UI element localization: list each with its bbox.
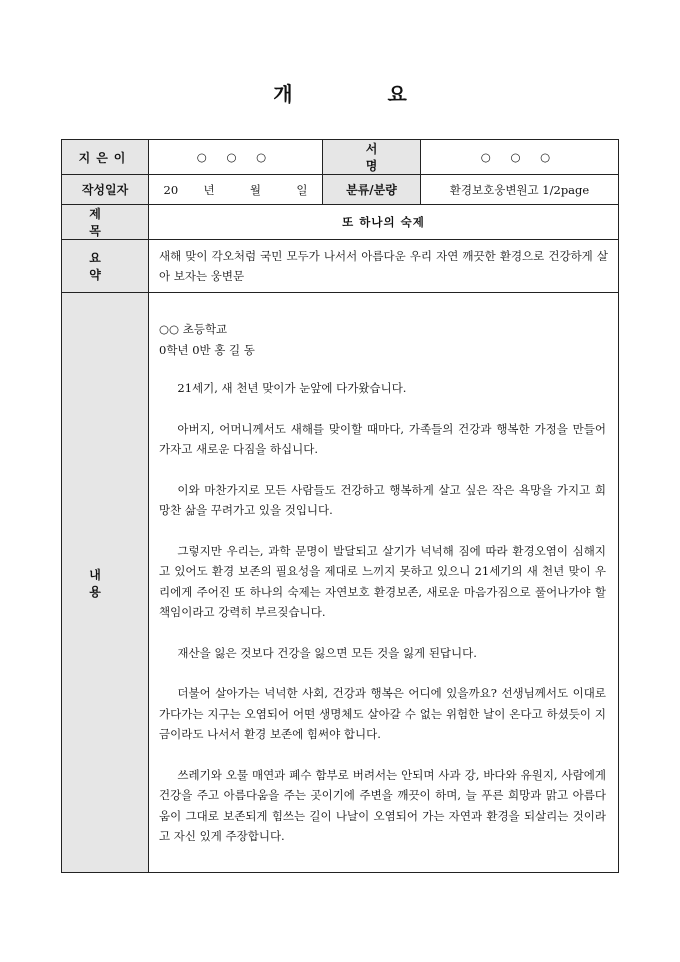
category-value: 환경보호웅변원고 1/2page	[421, 175, 619, 205]
content-paragraph: 재산을 잃은 것보다 건강을 잃으면 모든 것을 잃게 된답니다.	[177, 645, 477, 660]
row-summary	[62, 240, 619, 293]
content-label: 내 용	[62, 293, 149, 873]
content-paragraph: 그렇지만 우리는, 과학 문명이 발달되고 살기가 넉넉해 짐에 따라 환경오염이 심해지고 있어도 환경 보존의 필요성을 제대로 느끼지 못하고 있으니 21세기의 새 천년 맞이 우리에게 주어진 또 하나의 숙제는 자연보호 환경보존, 새로운 마음가짐으로 풀어나가야 할 책임이라고 강력히 부르짖습니다.	[159, 543, 606, 619]
row-content	[62, 293, 619, 873]
date-year-unit: 년	[203, 182, 215, 197]
row-author	[62, 140, 619, 175]
overview-table	[61, 139, 619, 873]
content-body	[149, 293, 619, 873]
content-paragraph: 쓰레기와 오물 매연과 폐수 함부로 버려서는 안되며 사과 강, 바다와 유원지, 사람에게 건강을 주고 아름다움을 주는 곳이기에 주변을 깨끗이 하며, 늘 푸른 희망과 맑고 아름다움이 그대로 보존되게 힘쓰는 길이 나날이 오염되어 가는 자연과 환경을 되살리는 것이라고 자신 있게 주장합니다.	[159, 767, 606, 843]
author-label: 지은이	[62, 140, 149, 175]
book-title-label: 서 명	[323, 140, 421, 175]
date-year: 20	[163, 182, 179, 197]
subject-value: 또 하나의 숙제	[149, 205, 619, 240]
content-paragraph: 이와 마찬가지로 모든 사람들도 건강하고 행복하게 살고 싶은 작은 욕망을 가지고 희망찬 삶을 꾸려가고 있을 것입니다.	[159, 482, 606, 517]
row-subject	[62, 205, 619, 240]
school-name: ○○ 초등학교	[159, 322, 228, 336]
category-label: 분류/분량	[323, 175, 421, 205]
row-date	[62, 175, 619, 205]
content-paragraph: 더불어 살아가는 넉넉한 사회, 건강과 행복은 어디에 있을까요? 선생님께서도 이대로 가다가는 지구는 오염되어 어떤 생명체도 살아갈 수 없는 위험한 날이 온다고 하셨듯이 지금이라도 나서서 환경 보존에 힘써야 합니다.	[159, 686, 606, 741]
content-paragraph: 21세기, 새 천년 맞이가 눈앞에 다가왔습니다.	[177, 381, 407, 395]
author-value: ○ ○ ○	[149, 140, 323, 175]
date-day-unit: 일	[296, 182, 308, 197]
date-value	[149, 175, 323, 205]
date-month-unit: 월	[249, 182, 262, 197]
student-name: 0학년 0반 홍 길 동	[159, 342, 255, 357]
page-title: 개 요	[273, 82, 451, 106]
subject-label: 제 목	[62, 205, 149, 240]
book-title-value: ○ ○ ○	[421, 140, 619, 175]
content-paragraph: 아버지, 어머니께서도 새해를 맞이할 때마다, 가족들의 건강과 행복한 가정을 만들어가자고 새로운 다짐을 하십니다.	[159, 421, 606, 456]
summary-value: 새해 맞이 각오처럼 국민 모두가 나서서 아름다운 우리 자연 깨끗한 환경으로 건강하게 살아 보자는 웅변문	[149, 240, 619, 293]
summary-label: 요 약	[62, 240, 149, 293]
date-label: 작성일자	[62, 175, 149, 205]
